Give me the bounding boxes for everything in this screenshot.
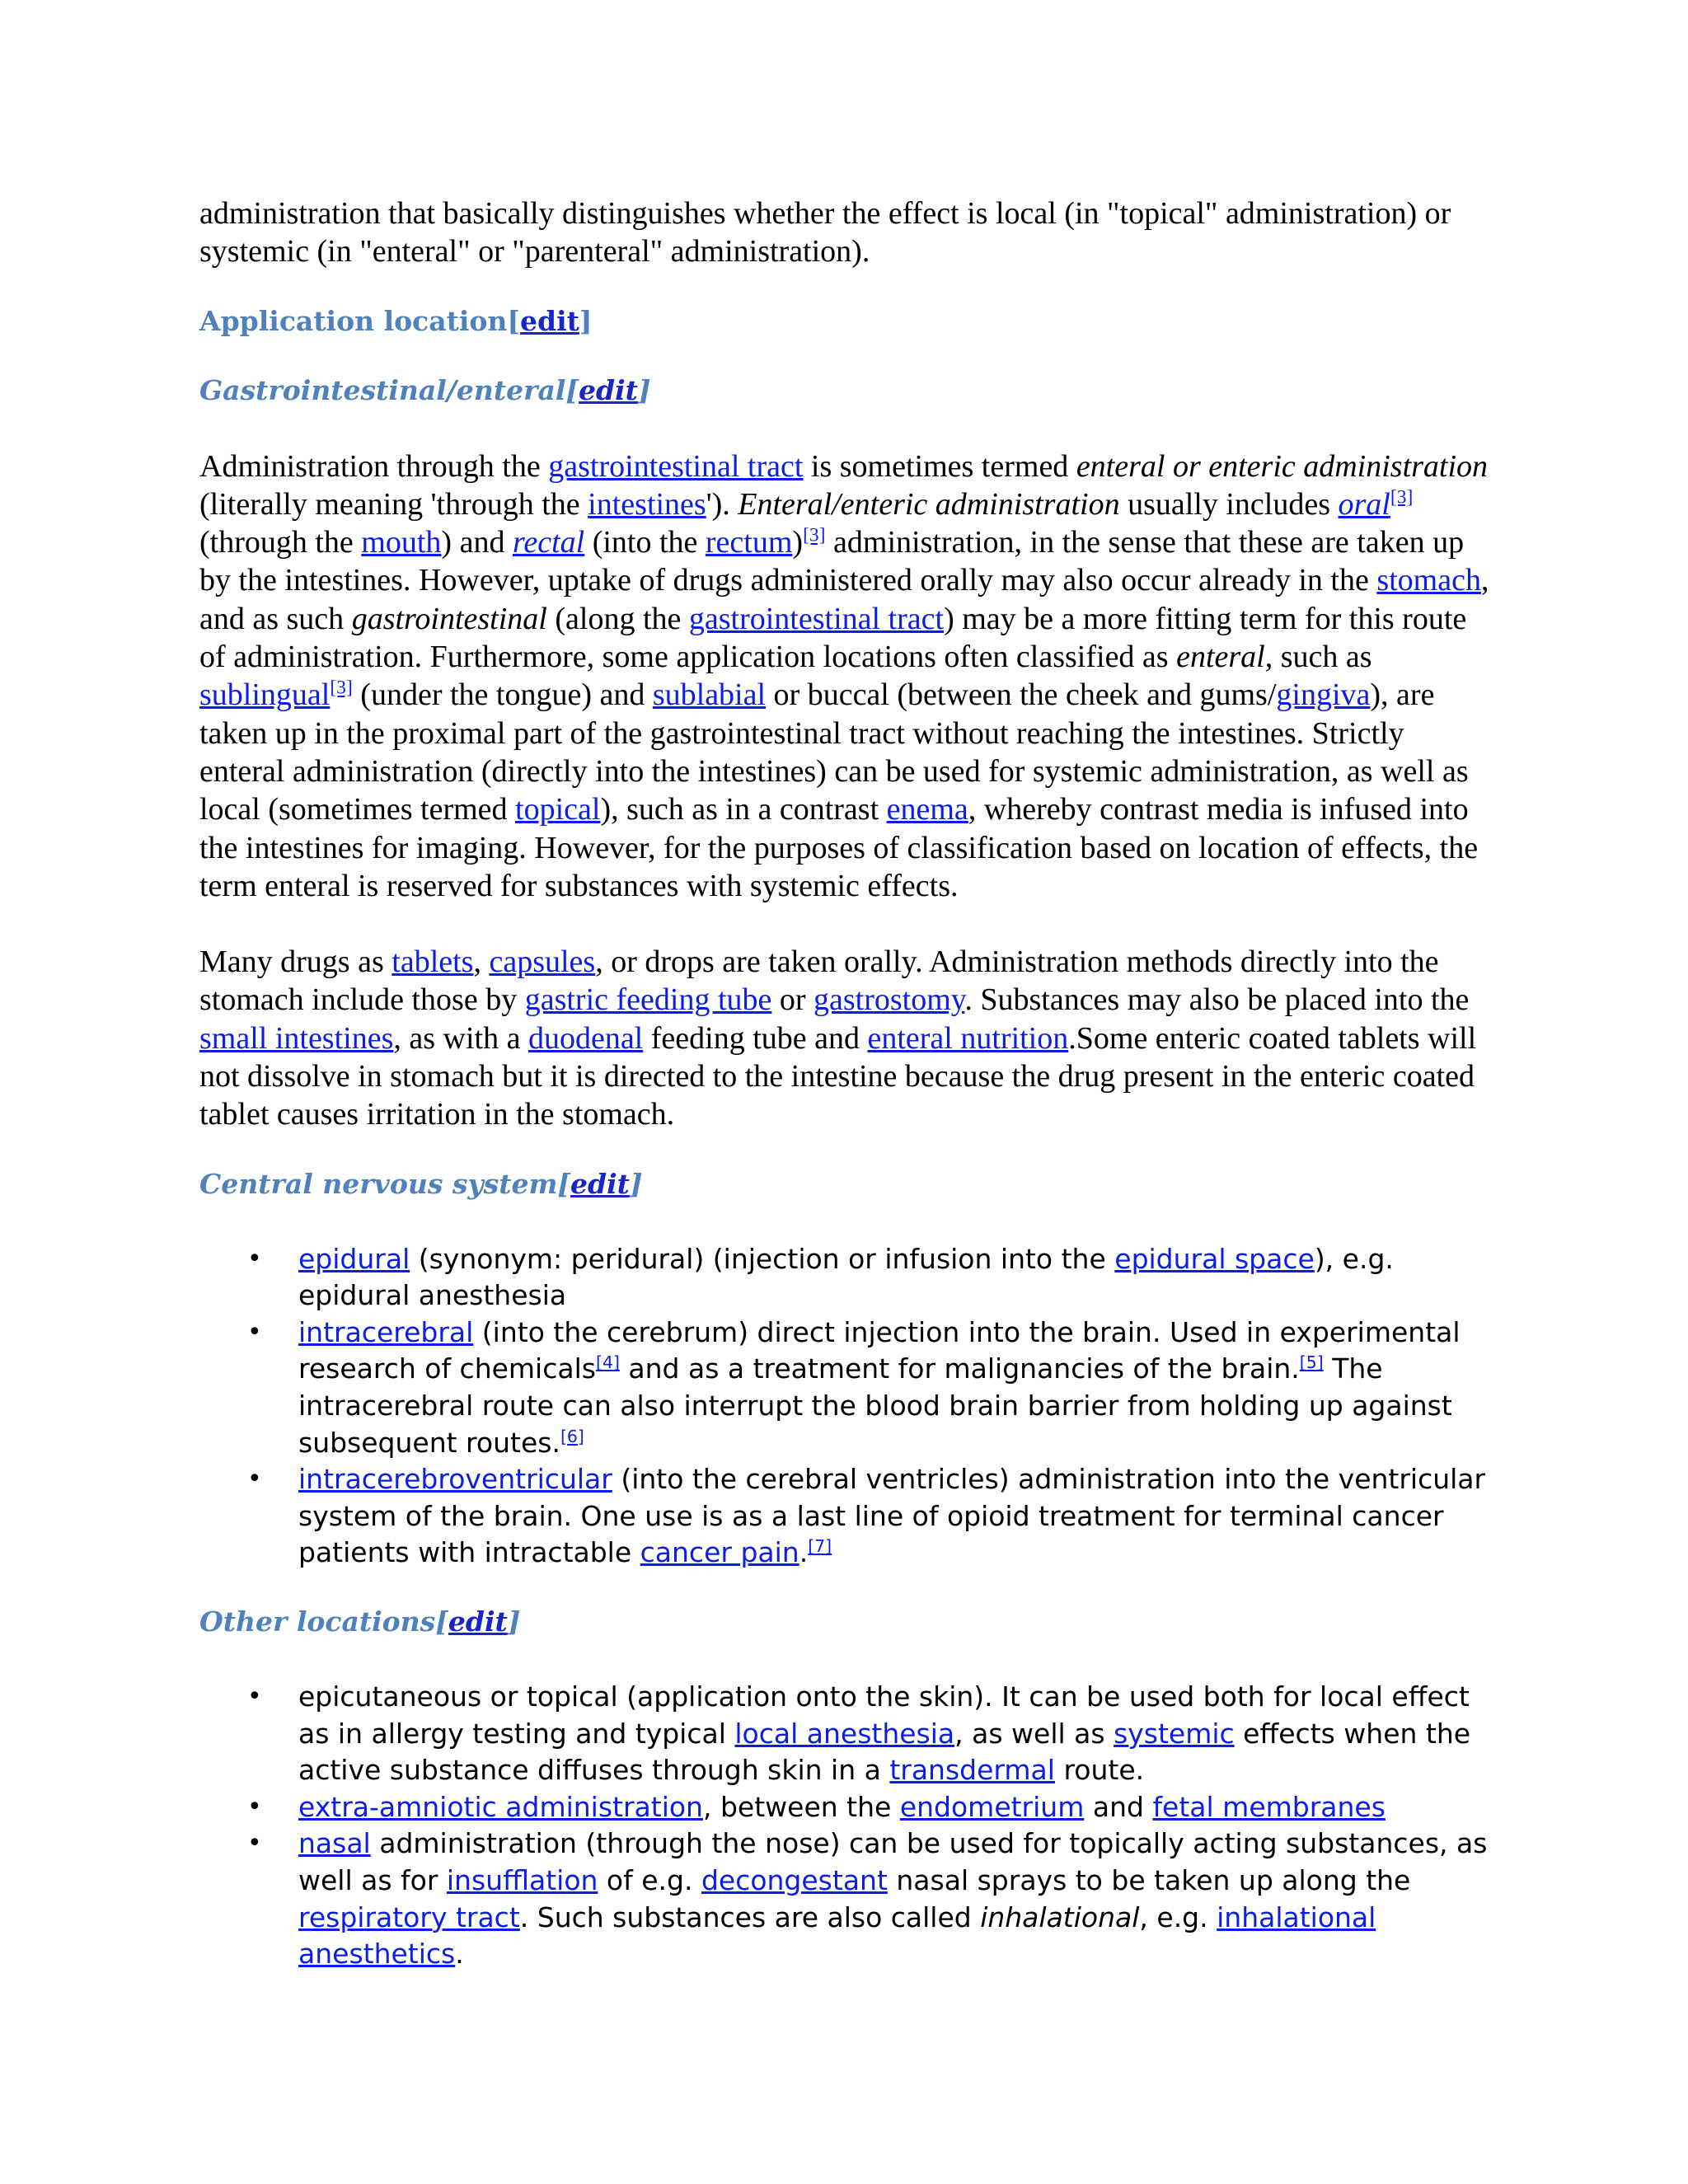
link-rectum[interactable]: rectum (705, 525, 793, 560)
link-enteral-nutrition[interactable]: enteral nutrition (867, 1020, 1069, 1056)
link-gastric-feeding-tube[interactable]: gastric feeding tube (524, 982, 772, 1018)
ref-6-link[interactable]: [6] (560, 1426, 584, 1446)
link-tablets[interactable]: tablets (392, 944, 474, 980)
cns-list (199, 1241, 1493, 1572)
heading-central-nervous-system: Central nervous system[edit] (199, 1167, 643, 1200)
gi-paragraph-1: Administration through the gastrointestinal tract is sometimes termed enteral or enteric administration (literally meaning 'through the intestines'). Enteral/enteric administration usually includes oral[3] (through the mouth) and rectal (into the rectum)[3] administration, in the sense that these are taken up by the intestines. However, uptake of drugs administered orally may also occur already in the stomach, and as such gastrointestinal (along the gastrointestinal tract) may be a more fitting term for this route of administration. Furthermore, some application locations often classified as enteral, such as sublingual[3] (under the tongue) and sublabial or buccal (between the cheek and gums/gingiva), are taken up in the proximal part of the gastrointestinal tract without reaching the intestines. Strictly enteral administration (directly into the intestines) can be used for systemic administration, as well as local (sometimes termed topical), such as in a contrast enema, whereby contrast media is infused into the intestines for imaging. However, for the purposes of classification based on location of effects, the term enteral is reserved for substances with systemic effects. (199, 448, 1489, 903)
heading-gastrointestinal: Gastrointestinal/enteral[edit] (199, 373, 651, 406)
link-intracerebroventricular[interactable]: intracerebroventricular (298, 1463, 612, 1496)
link-oral[interactable]: oral (1338, 486, 1390, 522)
heading-other-locations: Other locations[edit] (199, 1605, 521, 1638)
ref-4-link[interactable]: [4] (595, 1352, 620, 1373)
edit-link-gastrointestinal[interactable]: edit (579, 373, 638, 406)
link-mouth[interactable]: mouth (361, 525, 442, 560)
link-intracerebral[interactable]: intracerebral (298, 1315, 474, 1348)
link-topical[interactable]: topical (515, 792, 601, 827)
link-systemic[interactable]: systemic (1114, 1717, 1235, 1750)
intro-text: administration that basically distinguishes whether the effect is local (in "topical" administration) or systemic (in "enteral" or "parenteral" administration). (199, 196, 1451, 269)
link-local-anesthesia[interactable]: local anesthesia (734, 1717, 955, 1750)
intro-paragraph (199, 194, 1493, 271)
link-enema[interactable]: enema (886, 792, 968, 827)
ref-3-link[interactable]: [3] (1390, 486, 1414, 509)
link-duodenal[interactable]: duodenal (528, 1020, 644, 1056)
edit-link-cns[interactable]: edit (570, 1167, 630, 1200)
link-epidural-space[interactable]: epidural space (1114, 1242, 1315, 1275)
other-locations-list (199, 1679, 1493, 1973)
link-gingiva[interactable]: gingiva (1276, 677, 1371, 713)
ref-3-link[interactable]: [3] (330, 677, 353, 699)
link-extra-amniotic[interactable]: extra-amniotic administration (298, 1790, 703, 1823)
link-sublingual[interactable]: sublingual (199, 677, 331, 713)
link-insufflation[interactable]: insufflation (446, 1863, 598, 1896)
ref-7-link[interactable]: [7] (808, 1536, 832, 1557)
link-inhalational-anesthetics[interactable]: inhalational anesthetics (298, 1900, 1376, 1971)
document-page (199, 194, 1493, 1973)
list-item: • extra-amniotic administration, between the endometrium and fetal membranes (199, 1789, 1493, 1826)
link-stomach[interactable]: stomach (1376, 563, 1481, 598)
link-endometrium[interactable]: endometrium (899, 1790, 1085, 1823)
list-item: • intracerebroventricular (into the cerebral ventricles) administration into the ventricular system of the brain. One use is as a last line of opioid treatment for terminal cancer patients with intractable cancer pain.[7] (199, 1461, 1493, 1572)
link-rectal[interactable]: rectal (512, 525, 585, 560)
link-intestines[interactable]: intestines (588, 486, 706, 522)
link-nasal[interactable]: nasal (298, 1827, 371, 1860)
list-item: • epicutaneous or topical (application onto the skin). It can be used both for local effect as in allergy testing and typical local anesthesia, as well as systemic effects when the active substance diffuses through skin in a transdermal route. (199, 1679, 1493, 1789)
edit-link-application-location[interactable]: edit (520, 304, 579, 337)
link-epidural[interactable]: epidural (298, 1242, 410, 1275)
link-gastrointestinal-tract[interactable]: gastrointestinal tract (688, 601, 945, 636)
list-item: • intracerebral (into the cerebrum) direct injection into the brain. Used in experimental research of chemicals[4] and as a treatment for malignancies of the brain.[5] The intracerebral route can also interrupt the blood brain barrier from holding up against subsequent routes.[6] (199, 1315, 1493, 1461)
list-item: • epidural (synonym: peridural) (injection or infusion into the epidural space), e.g. epidural anesthesia (199, 1241, 1493, 1315)
link-capsules[interactable]: capsules (489, 944, 596, 980)
link-small-intestines[interactable]: small intestines (199, 1020, 394, 1056)
ref-5-link[interactable]: [5] (1299, 1352, 1324, 1373)
link-sublabial[interactable]: sublabial (652, 677, 767, 713)
gi-paragraph-2: Many drugs as tablets, capsules, or drops are taken orally. Administration methods directly into the stomach include those by gastric feeding tube or gastrostomy. Substances may also be placed into the small intestines, as with a duodenal feeding tube and enteral nutrition.Some enteric coated tablets will not dissolve in stomach but it is directed to the intestine because the drug present in the enteric coated tablet causes irritation in the stomach. (199, 944, 1477, 1132)
edit-link-other-locations[interactable]: edit (448, 1605, 508, 1638)
link-fetal-membranes[interactable]: fetal membranes (1152, 1790, 1386, 1823)
ref-3-link[interactable]: [3] (803, 524, 826, 546)
link-transdermal[interactable]: transdermal (889, 1754, 1055, 1787)
link-gastrostomy[interactable]: gastrostomy (814, 982, 965, 1018)
link-decongestant[interactable]: decongestant (701, 1863, 888, 1896)
link-respiratory-tract[interactable]: respiratory tract (298, 1900, 520, 1933)
list-item: • nasal administration (through the nose) can be used for topically acting substances, as well as for insufflation of e.g. decongestant nasal sprays to be taken up along the respiratory tract. Such substances are also called inhalational, e.g. inhalational anesthetics. (199, 1825, 1493, 1972)
link-cancer-pain[interactable]: cancer pain (640, 1536, 799, 1569)
link-gastrointestinal-tract[interactable]: gastrointestinal tract (548, 448, 804, 484)
heading-application-location: Application location[edit] (199, 304, 593, 337)
